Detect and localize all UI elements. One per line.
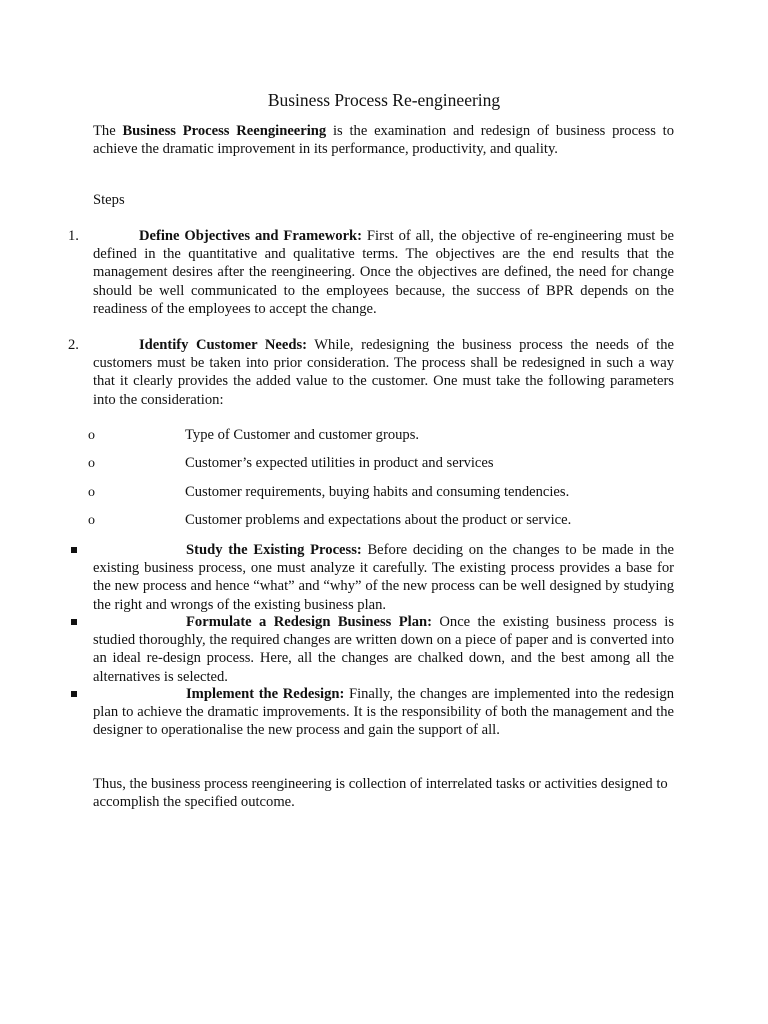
circle-bullet-icon: o bbox=[88, 456, 95, 471]
bullet-item-1 bbox=[93, 541, 674, 614]
numbered-item-1-text: First of all, the objective of re-engineering must be defined in the quantitative and qualitative terms. The objectives are the end results that the management desires after the reengineering. Once the objectives are defined, the need for change should be well communicated to the employees because, the success of BPR depends on the readiness of the employees to accept the change. bbox=[93, 228, 674, 317]
list-number-1: 1. bbox=[68, 228, 79, 244]
square-bullet-icon bbox=[71, 619, 77, 625]
steps-label: Steps bbox=[93, 192, 125, 208]
circle-bullet-icon: o bbox=[88, 428, 95, 443]
bullet-item-3-heading: Implement the Redesign: bbox=[186, 686, 345, 702]
list-number-2: 2. bbox=[68, 337, 79, 353]
numbered-item-1 bbox=[93, 227, 674, 318]
parameter-item-3: Customer requirements, buying habits and consuming tendencies. bbox=[185, 484, 570, 500]
intro-rest: is the examination and redesign of business process to achieve the dramatic improvement in its performance, productivity, and quality. bbox=[93, 123, 674, 158]
page-title: Business Process Re-engineering bbox=[267, 90, 501, 110]
circle-bullet-icon: o bbox=[88, 513, 95, 528]
square-bullet-icon bbox=[71, 691, 77, 697]
parameter-item-4: Customer problems and expectations about the product or service. bbox=[185, 512, 572, 528]
bullet-item-3-text: Finally, the changes are implemented into the redesign plan to achieve the dramatic improvements. It is the responsibility of both the management and the designer to operationalise the new process and gain the support of all. bbox=[93, 686, 674, 739]
numbered-item-2 bbox=[93, 336, 674, 409]
bullet-item-2-heading: Formulate a Redesign Business Plan: bbox=[186, 614, 432, 630]
parameter-item-2: Customer’s expected utilities in product and services bbox=[185, 455, 494, 471]
bullet-item-1-text: Before deciding on the changes to be made in the existing business process, one must analyze it carefully. The existing process provides a base for the new process and hence “what” and “why” of the new process can be well designed by studying the right and wrongs of the existing business plan. bbox=[93, 542, 674, 613]
numbered-item-2-heading: Identify Customer Needs: bbox=[139, 337, 308, 353]
intro-term: Business Process Reengineering bbox=[122, 123, 327, 139]
bullet-item-1-heading: Study the Existing Process: bbox=[186, 542, 362, 558]
parameter-item-1: Type of Customer and customer groups. bbox=[185, 427, 420, 443]
bullet-item-2 bbox=[93, 613, 674, 686]
intro-lead: The bbox=[93, 123, 123, 139]
numbered-item-2-text: While, redesigning the business process the needs of the customers must be taken into prior consideration. The process shall be redesigned in such a way that it clearly provides the added value to the customer. One must take the following parameters into the consideration: bbox=[93, 337, 674, 408]
closing-paragraph: Thus, the business process reengineering is collection of interrelated tasks or activities designed to accomplish the specified outcome. bbox=[93, 776, 668, 811]
bullet-item-3 bbox=[93, 685, 674, 740]
numbered-item-1-heading: Define Objectives and Framework: bbox=[139, 228, 363, 244]
intro-paragraph bbox=[93, 122, 674, 158]
square-bullet-icon bbox=[71, 547, 77, 553]
circle-bullet-icon: o bbox=[88, 485, 95, 500]
bullet-item-2-text: Once the existing business process is studied thoroughly, the required changes are written down on a piece of paper and is converted into an ideal re-design process. Here, all the changes are chalked down, and the best among all the alternatives is selected. bbox=[93, 614, 675, 685]
